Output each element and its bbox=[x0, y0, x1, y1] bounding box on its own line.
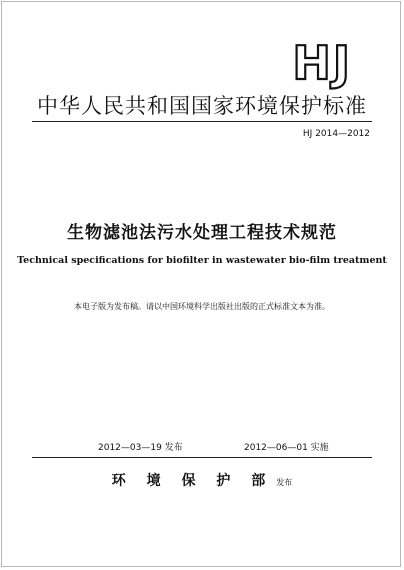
document-title-english: Technical specifications for biofilter in wastewater bio-film treatment bbox=[17, 255, 387, 266]
publisher bbox=[0, 470, 404, 490]
issue-date: 2012—03—19 发布 bbox=[98, 443, 183, 453]
standard-number: HJ 2014—2012 bbox=[302, 129, 370, 139]
publisher-suffix: 发布 bbox=[276, 478, 293, 487]
bottom-divider bbox=[32, 457, 372, 458]
document-title-chinese: 生物滤池法污水处理工程技术规范 bbox=[67, 223, 337, 243]
top-divider bbox=[32, 121, 372, 122]
electronic-version-note: 本电子版为发布稿。请以中国环境科学出版社出版的正式标准文本为准。 bbox=[74, 302, 330, 311]
publisher-name: 环 境 保 护 部 bbox=[111, 473, 274, 489]
standard-category-title: 中华人民共和国国家环境保护标准 bbox=[37, 94, 367, 118]
hj-logo: HJ bbox=[292, 36, 352, 90]
implementation-date: 2012—06—01 实施 bbox=[244, 443, 329, 453]
